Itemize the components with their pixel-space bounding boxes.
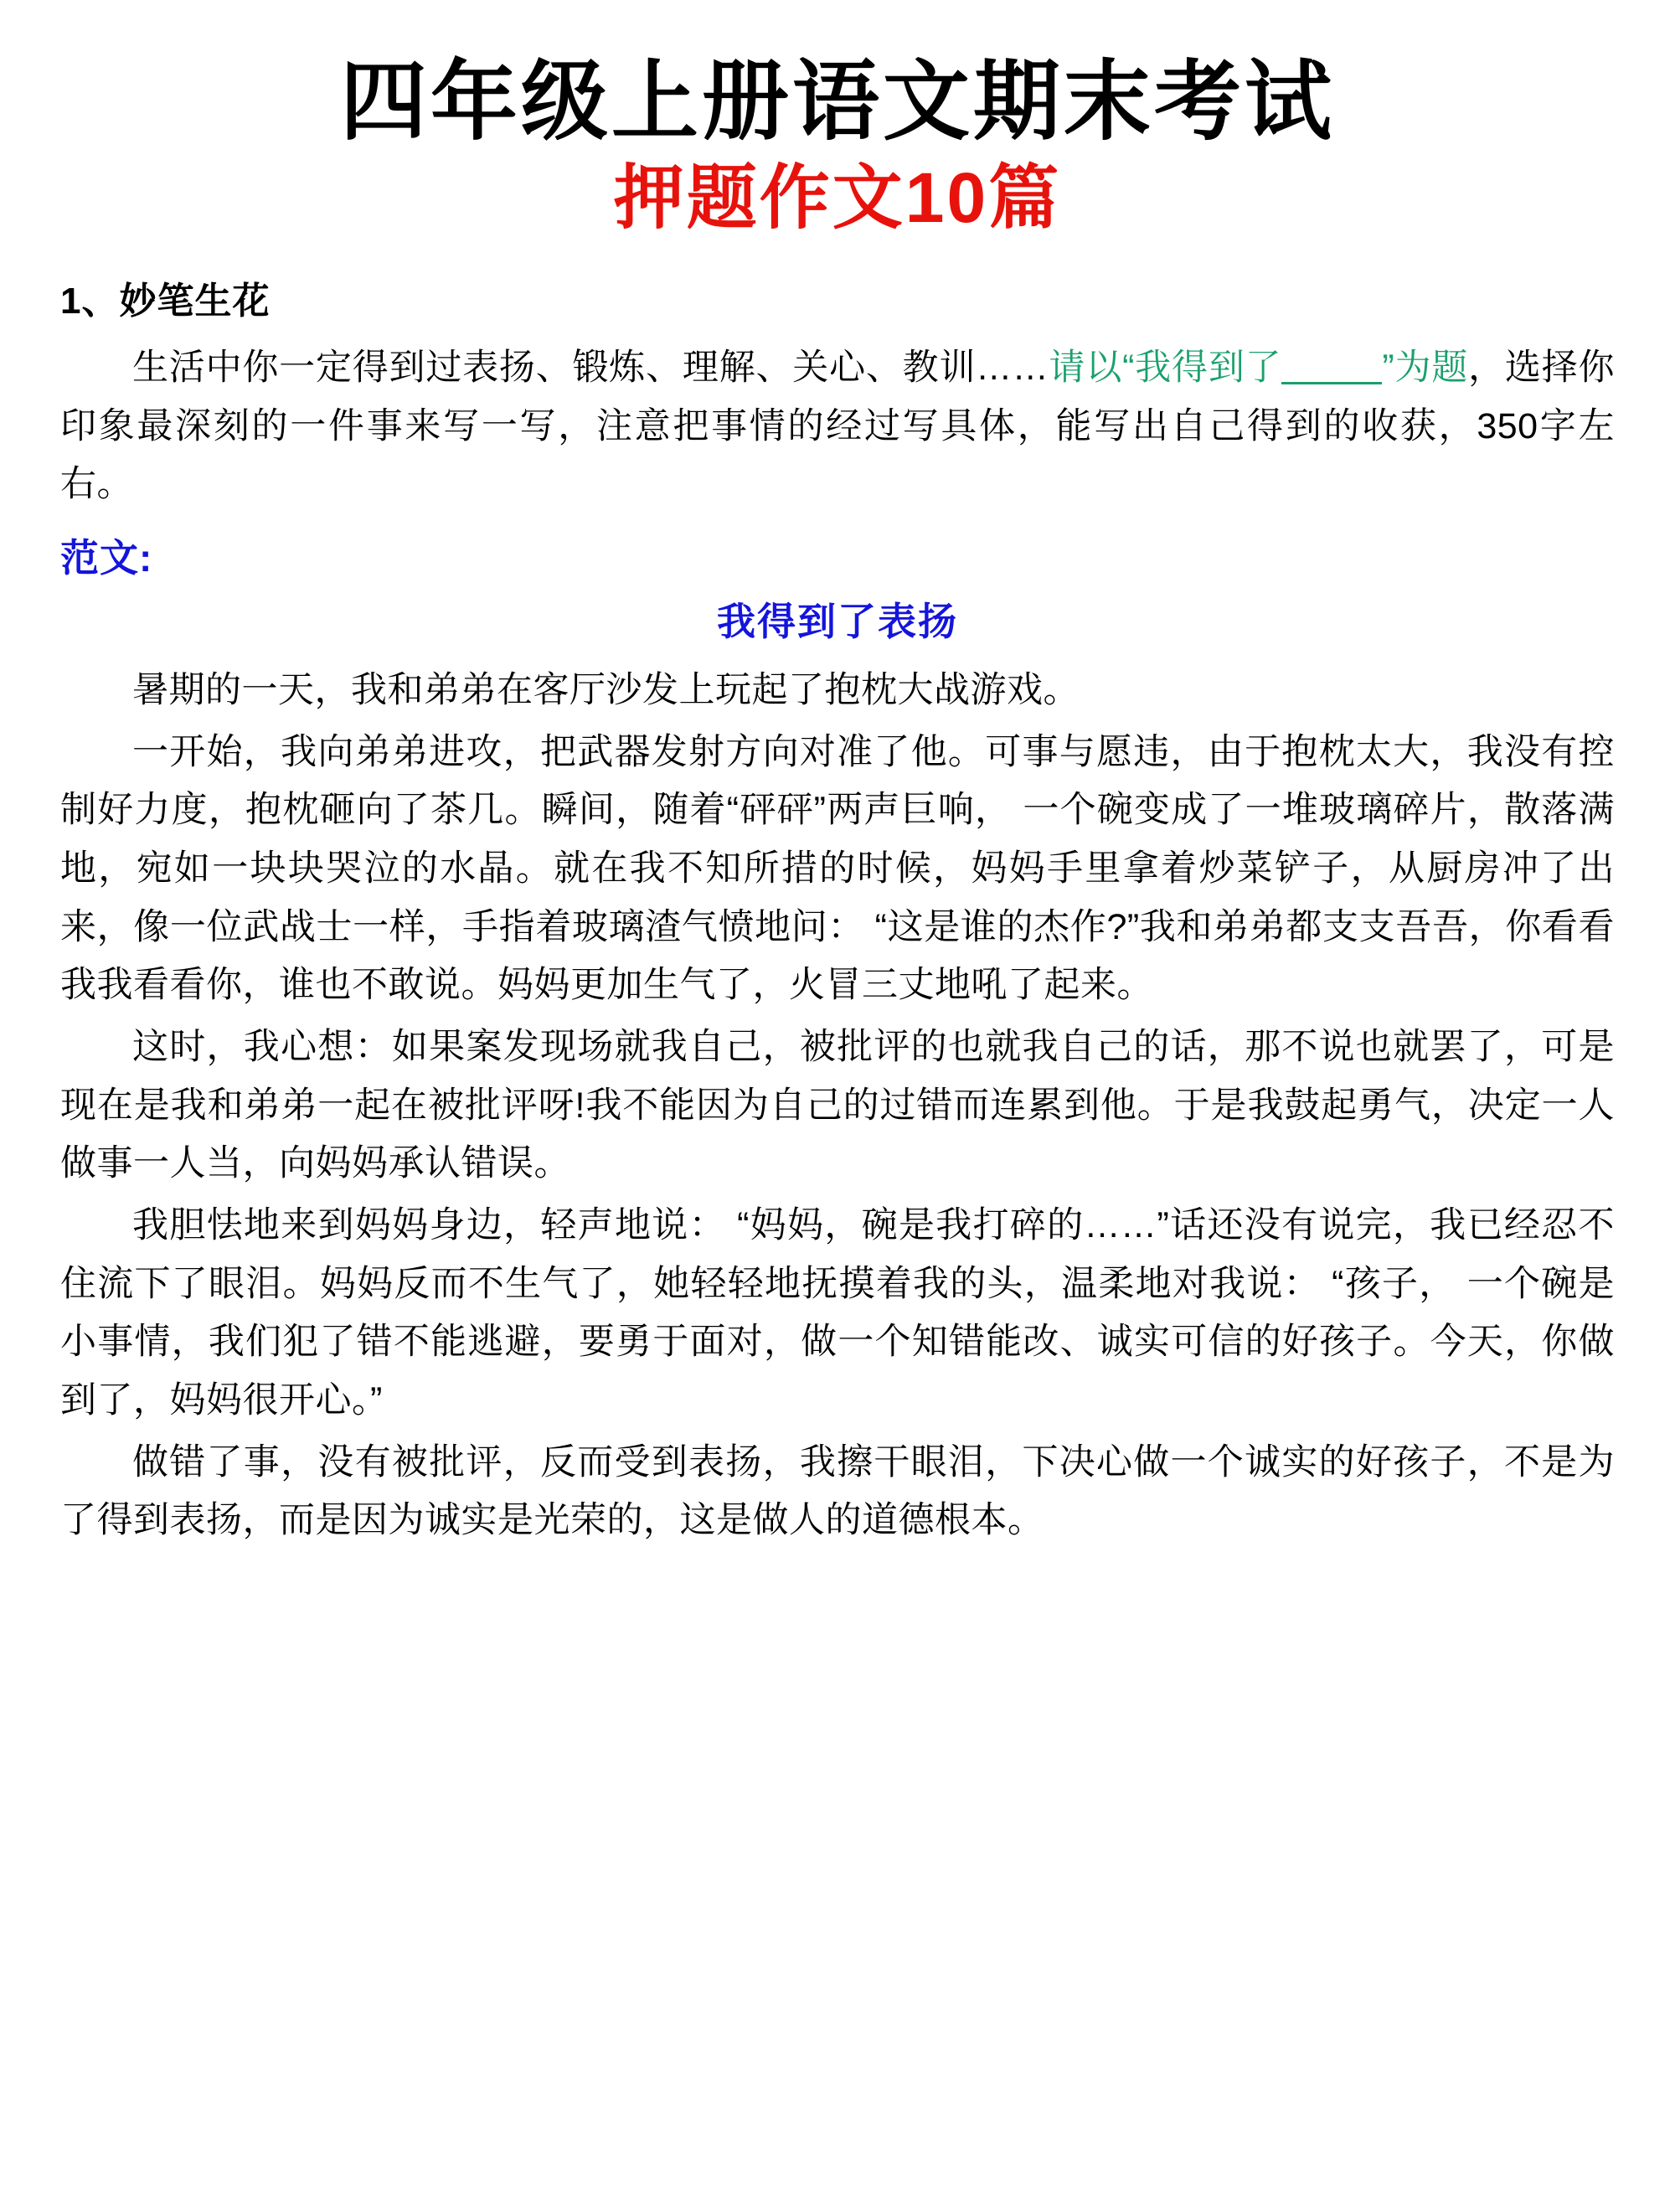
- section-heading-1: 1、妙笔生花: [60, 281, 271, 322]
- prompt-lead-text: 生活中你一定得到过表扬、锻炼、理解、关心、教训……: [132, 348, 1049, 389]
- prompt-accent-part1: 请以“我得到了: [1049, 348, 1282, 389]
- sample-essay-body: [60, 662, 1615, 1550]
- document-title-secondary: 押题作文10篇: [613, 158, 1062, 238]
- prompt-blank: [1281, 382, 1382, 384]
- sample-essay-label: 范文:: [60, 536, 153, 580]
- document-title-primary: 四年级上册语文期末考试: [339, 54, 1335, 151]
- essay-paragraph: 暑期的一天，我和弟弟在客厅沙发上玩起了抱枕大战游戏。: [132, 670, 1080, 711]
- essay-paragraph: 我胆怯地来到妈妈身边，轻声地说： “妈妈，碗是我打碎的……”话还没有说完，我已经忍不住流下了眼泪。妈妈反而不生气了，她轻轻地抚摸着我的头，温柔地对我说： “孩子， 一个碗是小事情，我们犯了错不能逃避，要勇于面对，做一个知错能改、诚实可信的好孩子。今天，你做到了，妈妈很开心。”: [60, 1204, 1615, 1421]
- prompt-rest-text: ，选择你印象最深刻的一件事来写一写，注意把事情的经过写具体，能写出自己得到的收获，350字左右。: [60, 348, 1616, 505]
- essay-paragraph: 这时，我心想：如果案发现场就我自己，被批评的也就我自己的话，那不说也就罢了，可是现在是我和弟弟一起在被批评呀!我不能因为自己的过错而连累到他。于是我鼓起勇气，决定一人做事一人当，向妈妈承认错误。: [60, 1027, 1615, 1184]
- document-title-block: [60, 55, 1615, 240]
- essay-paragraph: 一开始，我向弟弟进攻，把武器发射方向对准了他。可事与愿违，由于抱枕太大，我没有控制好力度，抱枕砸向了茶几。瞬间，随着“砰砰”两声巨响， 一个碗变成了一堆玻璃碎片，散落满地，宛如一块块哭泣的水晶。就在我不知所措的时候，妈妈手里拿着炒菜铲子，从厨房冲了出来，像一位武战士一样，手指着玻璃渣气愤地问： “这是谁的杰作?”我和弟弟都支支吾吾，你看看我我看看你，谁也不敢说。妈妈更加生气了，火冒三丈地吼了起来。: [60, 731, 1615, 1006]
- prompt-accent-part2: ”为题: [1382, 348, 1469, 389]
- sample-essay-title: 我得到了表扬: [717, 600, 958, 644]
- prompt-paragraph: [60, 339, 1615, 514]
- essay-paragraph: 做错了事，没有被批评，反而受到表扬，我擦干眼泪，下决心做一个诚实的好孩子，不是为了得到表扬，而是因为诚实是光荣的，这是做人的道德根本。: [60, 1441, 1615, 1541]
